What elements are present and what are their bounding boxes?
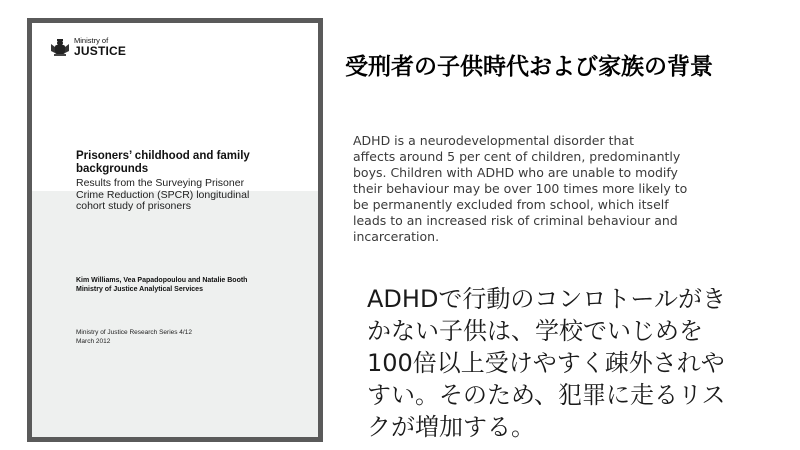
english-line: boys. Children with ADHD who are unable to modify	[353, 165, 678, 180]
english-line: ADHD is a neurodevelopmental disorder that	[353, 133, 634, 148]
document-title-line: Prisoners’ childhood and family	[76, 150, 250, 162]
document-series-info	[76, 329, 306, 346]
document-subtitle	[76, 178, 286, 213]
document-subtitle-line: Crime Reduction (SPCR) longitudinal	[76, 188, 250, 201]
document-subtitle-line: Results from the Surveying Prisoner	[76, 177, 245, 189]
japanese-line: かない子供は、学校でいじめを	[367, 317, 703, 345]
document-cover-image	[27, 18, 323, 442]
document-authors	[76, 276, 306, 294]
cover-band	[32, 188, 318, 437]
authors-line: Kim Williams, Vea Papadopoulou and Natalie Booth	[76, 277, 248, 284]
english-line: leads to an increased risk of criminal behaviour and	[353, 213, 678, 228]
authors-line: Ministry of Justice Analytical Services	[76, 286, 203, 293]
ministry-logo	[49, 36, 126, 58]
logo-line-2: JUSTICE	[74, 43, 127, 58]
ministry-wordmark	[74, 37, 126, 57]
series-line: Ministry of Justice Research Series 4/12	[76, 329, 192, 336]
japanese-line: クが増加する。	[367, 413, 535, 441]
slide-heading: 受刑者の子供時代および家族の背景	[345, 54, 713, 80]
publication-date: March 2012	[76, 337, 111, 345]
document-subtitle-line: cohort study of prisoners	[76, 200, 191, 212]
japanese-line: ADHDで行動のコンロトールがき	[367, 285, 726, 313]
english-paragraph	[353, 133, 738, 245]
japanese-line: すい。そのため、犯罪に走るリス	[367, 381, 726, 409]
document-page	[32, 23, 318, 437]
japanese-line: 100倍以上受けやすく疎外されや	[367, 349, 725, 377]
japanese-paragraph	[367, 283, 772, 443]
logo-line-1: Ministry of	[74, 36, 109, 46]
royal-crest-icon	[49, 36, 71, 58]
english-line: be permanently excluded from school, which itself	[353, 197, 669, 212]
english-line: incarceration.	[353, 229, 440, 244]
document-title	[76, 150, 276, 176]
english-line: their behaviour may be over 100 times more likely to	[353, 181, 688, 196]
document-title-line: backgrounds	[76, 163, 149, 175]
english-line: affects around 5 per cent of children, predominantly	[353, 149, 681, 164]
